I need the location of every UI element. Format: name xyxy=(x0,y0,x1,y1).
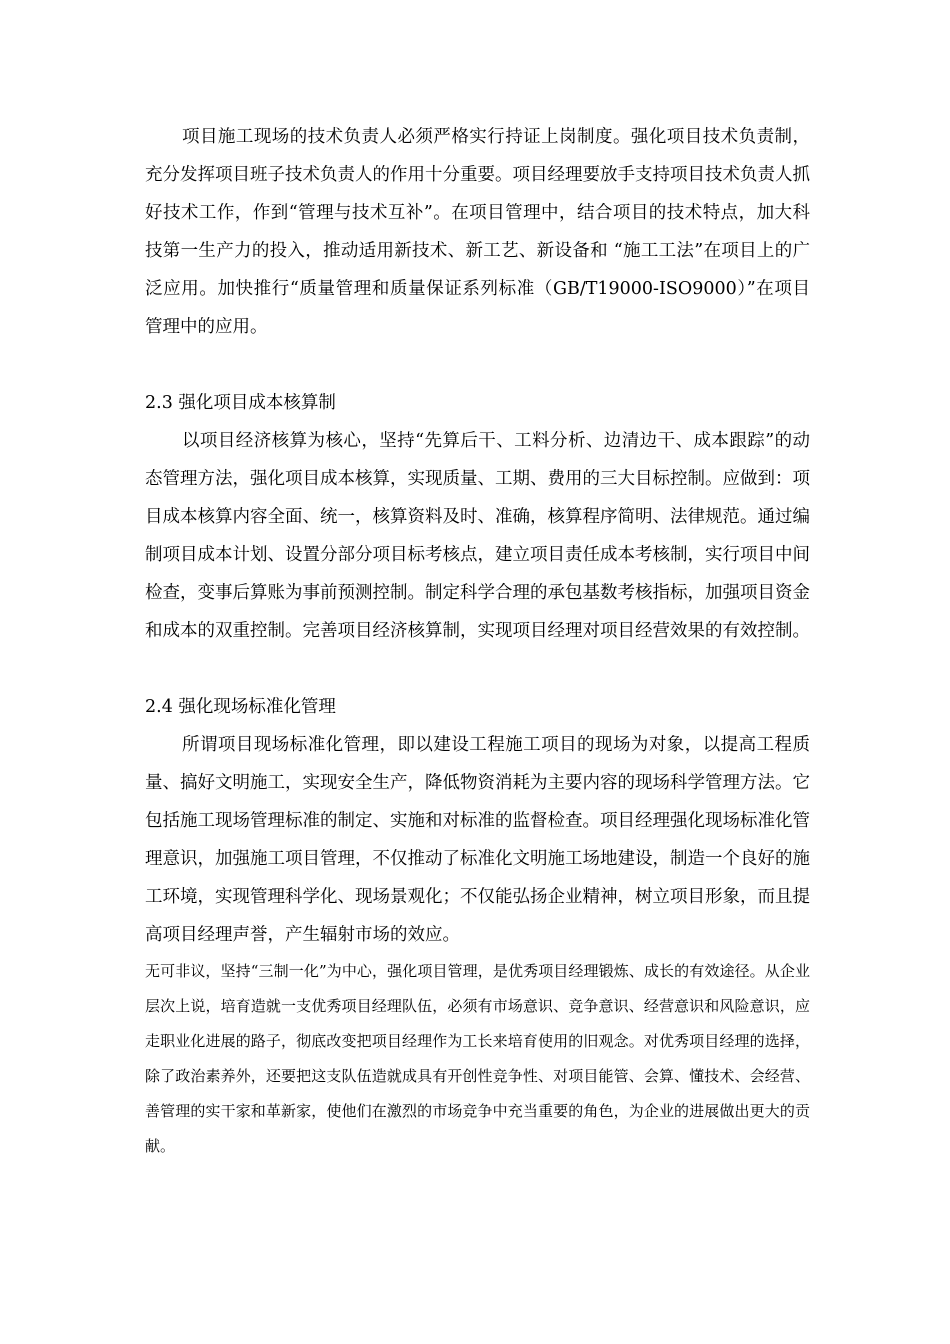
section-heading-2-4: 2.4 强化现场标准化管理 xyxy=(145,697,336,717)
intro-paragraph: 项目施工现场的技术负责人必须严格实行持证上岗制度。强化项目技术负责制，充分发挥项目班子技术负责人的作用十分重要。项目经理要放手支持项目技术负责人抓好技术工作，作到“管理与技术互补”。在项目管理中，结合项目的技术特点，加大科技第一生产力的投入，推动适用新技术、新工艺、新设备和 “施工工法”在项目上的广泛应用。加快推行“质量管理和质量保证系列标准（GB/T19000-ISO9000）”在项目管理中的应用。 xyxy=(145,127,810,337)
section-gap xyxy=(145,650,810,688)
section-paragraph-2-4: 所谓项目现场标准化管理，即以建设工程施工项目的现场为对象，以提高工程质量、搞好文明施工，实现安全生产，降低物资消耗为主要内容的现场科学管理方法。它包括施工现场管理标准的制定、实施和对标准的监督检查。项目经理强化现场标准化管理意识，加强施工项目管理，不仅推动了标准化文明施工场地建设，制造一个良好的施工环境，实现管理科学化、现场景观化；不仅能弘扬企业精神，树立项目形象，而且提高项目经理声誉，产生辐射市场的效应。 xyxy=(145,735,810,945)
closing-paragraph: 无可非议，坚持“三制一化”为中心，强化项目管理，是优秀项目经理锻炼、成长的有效途径。从企业层次上说，培育造就一支优秀项目经理队伍，必须有市场意识、竞争意识、经营意识和风险意识，应走职业化进展的路子，彻底改变把项目经理作为工长来培育使用的旧观念。对优秀项目经理的选择，除了政治素养外，还要把这支队伍造就成具有开创性竞争性、对项目能管、会算、懂技术、会经营、善管理的实干家和革新家，使他们在激烈的市场竞争中充当重要的角色，为企业的进展做出更大的贡献。 xyxy=(145,962,810,1155)
section-gap xyxy=(145,346,810,384)
section-heading-2-3: 2.3 强化项目成本核算制 xyxy=(145,393,336,413)
document-body xyxy=(145,118,810,1164)
section-paragraph-2-3: 以项目经济核算为核心，坚持“先算后干、工料分析、边清边干、成本跟踪”的动态管理方法，强化项目成本核算，实现质量、工期、费用的三大目标控制。应做到：项目成本核算内容全面、统一，核算资料及时、准确，核算程序简明、法律规范。通过编制项目成本计划、设置分部分项目标考核点，建立项目责任成本考核制，实行项目中间检查，变事后算账为事前预测控制。制定科学合理的承包基数考核指标，加强项目资金和成本的双重控制。完善项目经济核算制，实现项目经理对项目经营效果的有效控制。 xyxy=(145,431,810,641)
